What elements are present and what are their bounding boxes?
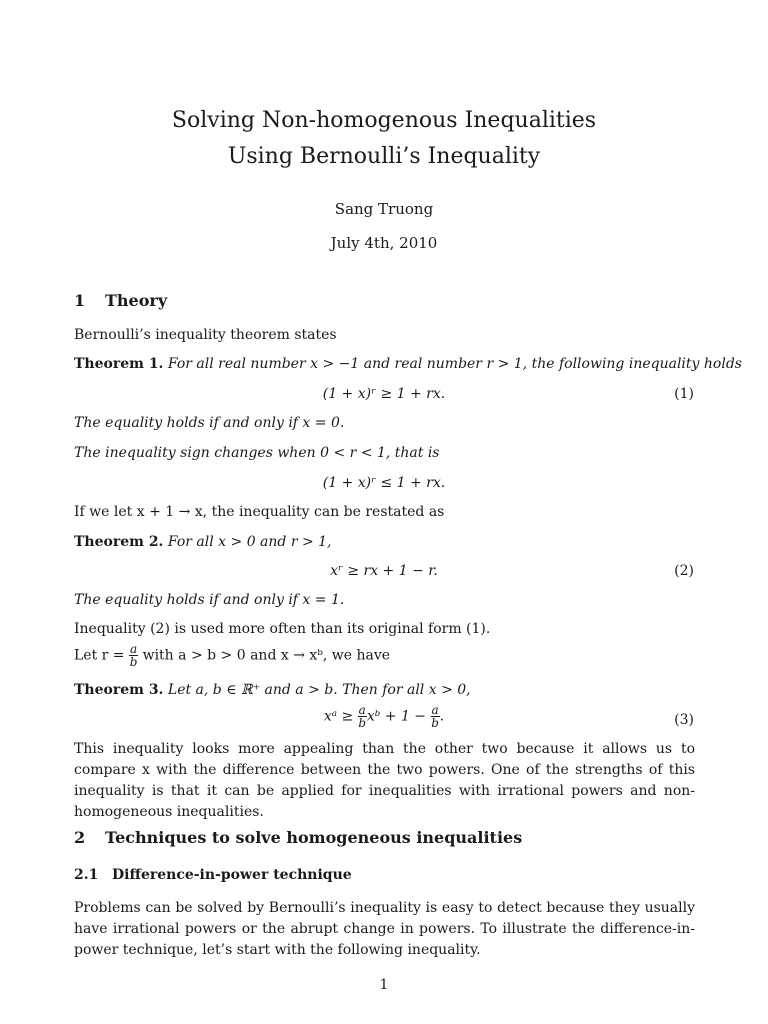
section-title: Theory — [105, 291, 168, 310]
equation-number-3: (3) — [674, 712, 694, 728]
equation-part: xᵃ ≥ — [323, 708, 354, 725]
equation-part: xᵇ + 1 − — [366, 708, 427, 725]
fraction — [431, 704, 440, 729]
fraction — [358, 704, 367, 729]
section-number: 2 — [74, 828, 86, 847]
theorem-3 — [74, 682, 471, 698]
section-1-heading — [74, 291, 167, 310]
fraction-numerator: a — [358, 703, 366, 717]
paragraph-technique: Problems can be solved by Bernoulli’s inequality is easy to detect because they usually have irrational powers or the abrupt change in powers. To illustrate the difference-in-power technique, let’s start with the following inequality. — [74, 900, 695, 958]
paragraph-appeal: This inequality looks more appealing than the other two because it allows us to compare x with the difference between the two powers. One of the strengths of this inequality is that it can be applied for inequalities with irrational powers and non-homogeneous inequalities. — [74, 741, 695, 820]
section-2-heading — [74, 828, 522, 847]
equation-1: (1 + x)ʳ ≥ 1 + rx. — [322, 386, 446, 402]
equation-number-2: (2) — [674, 563, 694, 579]
author: Sang Truong — [334, 200, 434, 218]
subsection-2-1-heading — [74, 867, 352, 883]
theorem-2 — [74, 534, 332, 550]
theorem-text: For all x > 0 and r > 1, — [167, 534, 332, 550]
sign-change-note: The inequality sign changes when 0 < r < 1, that is — [74, 445, 440, 461]
fraction-numerator: a — [431, 703, 439, 717]
equation-part: . — [439, 708, 445, 725]
page-number: 1 — [379, 977, 389, 993]
restate-text: If we let x + 1 → x, the inequality can be restated as — [74, 504, 445, 520]
equality-note-2: The equality holds if and only if x = 1. — [74, 592, 345, 608]
section-title: Techniques to solve homogeneous inequalities — [105, 828, 523, 847]
date: July 4th, 2010 — [330, 234, 438, 252]
theorem-label: Theorem 2. — [74, 534, 164, 550]
title-line-1: Solving Non-homogenous Inequalities — [171, 108, 597, 133]
title-line-2: Using Bernoulli’s Inequality — [227, 144, 541, 169]
theorem-1 — [74, 356, 742, 372]
usage-text: Inequality (2) is used more often than its original form (1). — [74, 621, 491, 637]
let-statement — [74, 643, 390, 668]
theorem-text: Let a, b ∈ ℝ⁺ and a > b. Then for all x > 0, — [167, 682, 471, 698]
equation-2: xʳ ≥ rx + 1 − r. — [330, 563, 438, 579]
section-number: 1 — [74, 291, 86, 310]
theorem-text: For all real number x > −1 and real number r > 1, the following inequality holds — [167, 356, 742, 372]
let-prefix: Let r = — [74, 647, 125, 664]
theorem-label: Theorem 1. — [74, 356, 164, 372]
intro-text: Bernoulli’s inequality theorem states — [74, 327, 337, 343]
let-suffix: with a > b > 0 and x → xᵇ, we have — [142, 647, 391, 664]
fraction-denominator: b — [358, 716, 367, 730]
fraction-denominator: b — [431, 716, 439, 730]
subsection-title: Difference-in-power technique — [112, 867, 352, 883]
fraction-numerator: a — [129, 642, 138, 656]
subsection-number: 2.1 — [74, 867, 99, 883]
theorem-label: Theorem 3. — [74, 682, 164, 698]
fraction — [129, 643, 138, 668]
fraction-denominator: b — [129, 655, 138, 669]
equation-1b: (1 + x)ʳ ≤ 1 + rx. — [322, 475, 446, 491]
equation-number-1: (1) — [674, 386, 694, 402]
equation-3 — [0, 704, 768, 729]
equality-note-1: The equality holds if and only if x = 0. — [74, 415, 345, 431]
